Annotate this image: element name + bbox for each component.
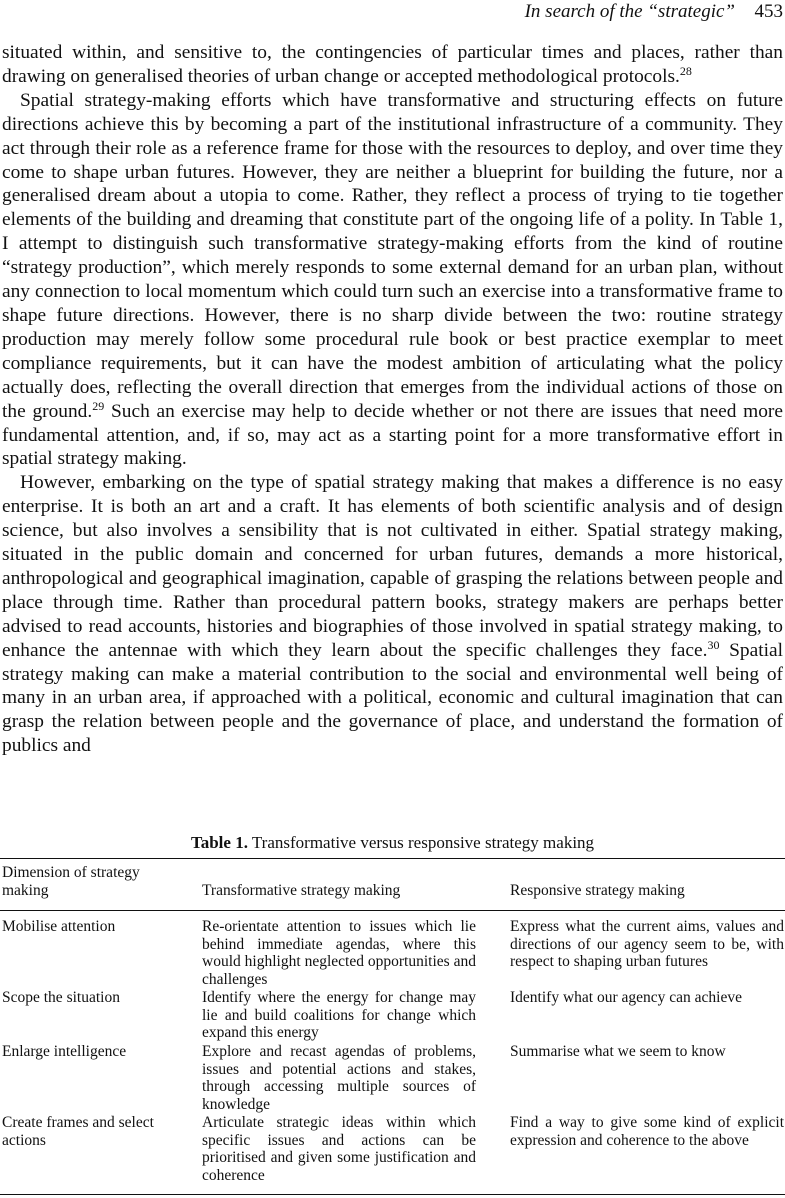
paragraph-3-text-a: However, embarking on the type of spatial strategy making that makes a difference is no easy enterprise. It is both an art and a craft. It has elements of both scientific analysis and of design science, but also involves a sensibility that is not cultivated in either. Spatial strategy making, situated in the public domain and concerned for urban futures, demands a more historical, anthropological and geographical imagination, capable of grasping the relations between people and place through time. Rather than procedural pattern books, strategy makers are perhaps better advised to read accounts, histories and biographies of those involved in spatial strategy making, to enhance the antennae with which they learn about the specific challenges they face. (2, 472, 783, 661)
table-caption-label: Table 1. (190, 833, 248, 852)
table-header-dimension: Dimension of strategy making (2, 864, 140, 899)
table-row-2-dimension: Scope the situation (2, 989, 120, 1006)
paragraph-2 (2, 89, 783, 472)
footnote-ref-29: 29 (92, 398, 105, 413)
paragraph-1-text: situated within, and sensitive to, the contingencies of particular times and places, rather than drawing on generalised theories of urban change or accepted methodological protocols. (2, 42, 783, 87)
table-row-1-dimension: Mobilise attention (2, 918, 116, 935)
page-number: 453 (754, 1, 783, 22)
table-row-3-responsive: Summarise what we seem to know (510, 1043, 726, 1060)
running-title: In search of the “strategic” (524, 1, 735, 22)
table-caption (0, 832, 785, 854)
table-row-3-dimension: Enlarge intelligence (2, 1043, 127, 1060)
table-top-rule (0, 858, 785, 859)
table-row-4-responsive: Find a way to give some kind of explicit expression and coherence to the above (510, 1114, 784, 1149)
footnote-ref-28: 28 (679, 63, 692, 78)
paragraph-1 (2, 41, 783, 89)
running-header (0, 0, 785, 26)
paragraph-3 (2, 471, 783, 758)
table-header-rule (0, 910, 785, 911)
paragraph-2-text-b: Such an exercise may help to decide whether or not there are issues that need more fundamental attention, and, if so, may act as a starting point for a more transformative effort in spatial strategy making. (2, 400, 783, 470)
table-row-1-transformative: Re-orientate attention to issues which lie behind immediate agendas, where this would highlight neglected opportunities and challenges (202, 918, 476, 989)
footnote-ref-30: 30 (707, 637, 720, 652)
table-row-1-responsive: Express what the current aims, values and directions of our agency seem to be, with respect to shaping urban futures (510, 918, 784, 971)
paragraph-3-text-b: Spatial strategy making can make a material contribution to the social and environmental well being of many in an urban area, if approached with a political, economic and cultural imagination that can grasp the relation between people and the governance of place, and understand the formation of publics and (2, 639, 783, 757)
table-row-4-dimension: Create frames and select actions (2, 1114, 154, 1149)
paragraph-2-text-a: Spatial strategy-making efforts which have transformative and structuring effects on future directions achieve this by becoming a part of the institutional infrastructure of a community. They act through their role as a reference frame for those with the resources to deploy, and over time they come to shape urban futures. However, they are neither a blueprint for building the future, nor a generalised dream about a utopia to come. Rather, they reflect a process of trying to tie together elements of the building and dreaming that constitute part of the ongoing life of a polity. In Table 1, I attempt to distinguish such transformative strategy-making efforts from the kind of routine “strategy production”, which merely responds to some external demand for an urban plan, without any connection to local momentum which could turn such an exercise into a transformative frame to shape future directions. However, there is no sharp divide between the two: routine strategy production may merely follow some procedural rule book or best practice exemplar to meet compliance requirements, but it can have the modest ambition of articulating what the policy actually does, reflecting the overall direction that emerges from the individual actions of those on the ground. (2, 89, 783, 422)
table-row-3-transformative: Explore and recast agendas of problems, issues and potential actions and stakes, through accessing multiple sources of knowledge (202, 1043, 476, 1114)
table-row-4-transformative: Articulate strategic ideas within which specific issues and actions can be prioritised and given some justification and coherence (202, 1114, 476, 1185)
body-text (2, 41, 783, 758)
table-row-2-responsive: Identify what our agency can achieve (510, 989, 742, 1006)
table-row-2-transformative: Identify where the energy for change may lie and build coalitions for change which expand this energy (202, 989, 476, 1042)
table-bottom-rule (0, 1194, 785, 1195)
table-caption-text: Transformative versus responsive strategy making (247, 833, 595, 852)
table-header-responsive: Responsive strategy making (510, 882, 685, 899)
table-header-transformative: Transformative strategy making (202, 882, 401, 899)
